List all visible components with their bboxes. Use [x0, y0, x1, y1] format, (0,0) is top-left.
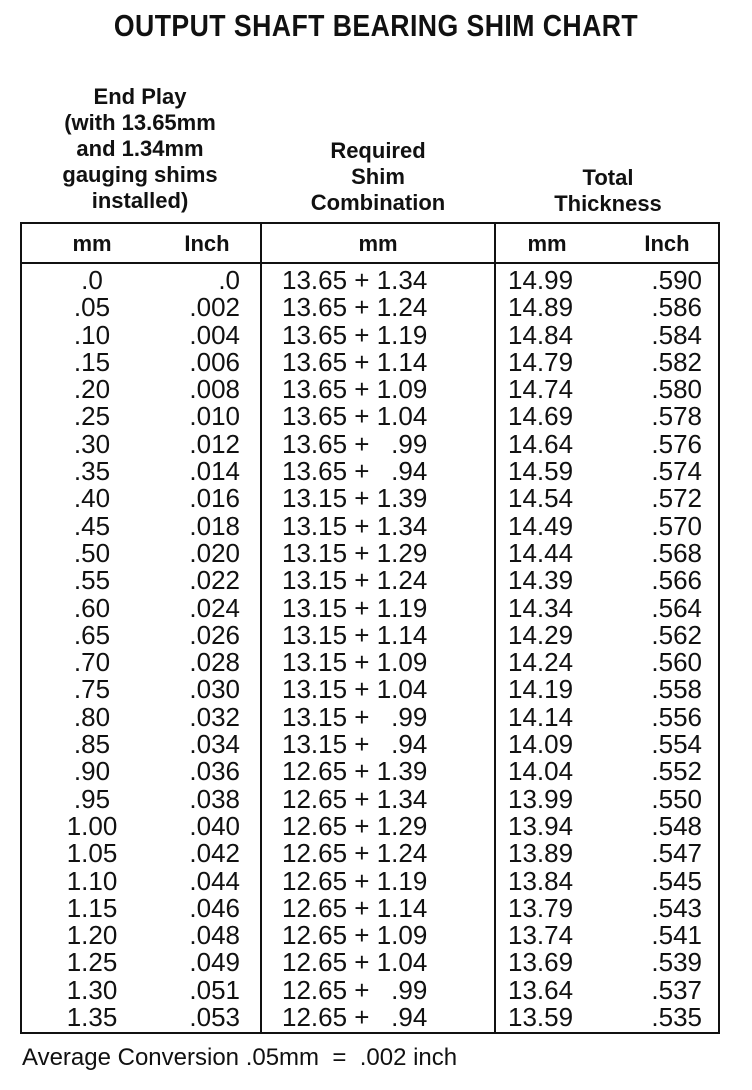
end-play-inch-cell: .032	[189, 701, 240, 732]
page-title: OUTPUT SHAFT BEARING SHIM CHART	[113, 8, 639, 43]
total-mm-cell: 13.84	[508, 865, 574, 896]
total-inch-cell: .539	[651, 947, 702, 978]
end-play-mm-cell: 1.25	[66, 947, 118, 978]
total-inch-cell: .543	[651, 892, 702, 923]
total-inch-cell: .556	[651, 701, 702, 732]
table-row	[22, 1004, 718, 1031]
table-row	[22, 567, 718, 594]
total-mm-cell: 13.64	[508, 974, 574, 1005]
end-play-inch-cell: .006	[189, 346, 240, 377]
shim-combination-cell: 12.65 + .94	[282, 1002, 428, 1033]
shim-combination-cell: 13.65 + 1.19	[282, 319, 428, 350]
total-mm-cell: 13.69	[508, 947, 574, 978]
shim-table	[20, 222, 720, 1034]
header-line: Shim	[351, 164, 405, 189]
total-mm-cell: 14.34	[508, 592, 574, 623]
end-play-inch-cell: .036	[189, 756, 240, 787]
table-row	[22, 783, 718, 814]
subheader-end-play-inch: Inch	[184, 231, 230, 256]
total-inch-cell: .566	[651, 565, 702, 596]
end-play-inch-cell: .046	[189, 892, 240, 923]
total-inch-cell: .578	[651, 401, 702, 432]
table-row	[22, 810, 718, 841]
total-mm-cell: 13.74	[508, 920, 574, 951]
end-play-inch-cell: .048	[189, 920, 240, 951]
end-play-inch-cell: .049	[189, 947, 240, 978]
end-play-inch-cell: .024	[189, 592, 240, 623]
total-inch-cell: .568	[651, 537, 702, 568]
shim-combination-cell: 13.15 + 1.29	[282, 537, 428, 568]
table-row	[22, 949, 718, 976]
end-play-mm-cell: .40	[73, 483, 111, 514]
table-row	[22, 731, 718, 758]
shim-combination-cell: 12.65 + .99	[282, 974, 428, 1005]
table-row	[22, 319, 718, 350]
table-row	[22, 403, 718, 430]
end-play-mm-cell: .30	[73, 428, 111, 459]
table-row	[22, 346, 718, 377]
end-play-mm-cell: .35	[73, 456, 111, 487]
header-required-shim	[262, 138, 494, 216]
shim-combination-cell: 13.15 + 1.09	[282, 647, 428, 678]
end-play-inch-cell: .010	[189, 401, 240, 432]
total-inch-cell: .552	[651, 756, 702, 787]
shim-combination-cell: 13.65 + 1.09	[282, 374, 428, 405]
end-play-mm-cell: .50	[73, 537, 111, 568]
end-play-inch-cell: .016	[189, 483, 240, 514]
end-play-inch-cell: .008	[189, 374, 240, 405]
total-inch-cell: .558	[651, 674, 702, 705]
total-mm-cell: 14.89	[508, 292, 574, 323]
table-row	[22, 485, 718, 512]
table-row	[22, 458, 718, 485]
end-play-mm-cell: 1.05	[66, 838, 118, 869]
total-mm-cell: 14.39	[508, 565, 574, 596]
shim-combination-cell: 12.65 + 1.29	[282, 810, 428, 841]
table-row	[22, 974, 718, 1005]
end-play-mm-cell: .0	[81, 265, 103, 295]
end-play-mm-cell: .05	[73, 292, 111, 323]
header-divider	[22, 262, 718, 264]
total-inch-cell: .541	[651, 920, 702, 951]
end-play-mm-cell: .90	[73, 756, 111, 787]
total-inch-cell: .547	[651, 838, 702, 869]
end-play-mm-cell: 1.30	[66, 974, 118, 1005]
shim-combination-cell: 13.65 + 1.24	[282, 292, 428, 323]
total-inch-cell: .582	[651, 346, 702, 377]
total-mm-cell: 14.04	[508, 756, 574, 787]
end-play-inch-cell: .018	[189, 510, 240, 541]
table-row	[22, 510, 718, 541]
table-row	[22, 676, 718, 703]
total-mm-cell: 14.84	[508, 319, 574, 350]
total-inch-cell: .554	[651, 729, 702, 760]
total-inch-cell: .574	[651, 456, 702, 487]
table-row	[22, 922, 718, 949]
header-total-thickness	[496, 165, 720, 217]
end-play-mm-cell: .45	[73, 510, 111, 541]
total-inch-cell: .580	[651, 374, 702, 405]
header-line: gauging shims	[62, 162, 218, 187]
header-line: End Play	[93, 84, 187, 109]
table-row	[22, 865, 718, 896]
shim-combination-cell: 13.15 + .99	[282, 701, 428, 732]
total-mm-cell: 14.29	[508, 619, 574, 650]
total-mm-cell: 14.69	[508, 401, 574, 432]
header-line: Combination	[310, 190, 446, 215]
table-row	[22, 294, 718, 321]
total-inch-cell: .584	[651, 319, 702, 350]
total-inch-cell: .564	[651, 592, 702, 623]
end-play-inch-cell: .040	[189, 810, 240, 841]
end-play-inch-cell: .044	[189, 865, 240, 896]
total-mm-cell: 14.99	[508, 265, 574, 295]
total-mm-cell: 14.74	[508, 374, 574, 405]
total-inch-cell: .576	[651, 428, 702, 459]
end-play-inch-cell: .051	[189, 974, 240, 1005]
total-mm-cell: 14.54	[508, 483, 574, 514]
end-play-mm-cell: 1.20	[66, 920, 118, 951]
end-play-inch-cell: .012	[189, 428, 240, 459]
end-play-inch-cell: .022	[189, 565, 240, 596]
total-mm-cell: 14.49	[508, 510, 574, 541]
end-play-mm-cell: .55	[73, 565, 111, 596]
table-row	[22, 428, 718, 459]
shim-combination-cell: 12.65 + 1.04	[282, 947, 428, 978]
total-inch-cell: .548	[651, 810, 702, 841]
end-play-mm-cell: .85	[73, 729, 111, 760]
end-play-inch-cell: .014	[189, 456, 240, 487]
shim-combination-cell: 13.15 + 1.39	[282, 483, 428, 514]
shim-combination-cell: 13.15 + 1.34	[282, 510, 428, 541]
subheader-total-mm: mm	[527, 231, 567, 256]
total-mm-cell: 14.14	[508, 701, 574, 732]
end-play-mm-cell: .75	[73, 674, 111, 705]
end-play-mm-cell: 1.15	[66, 892, 118, 923]
total-mm-cell: 13.59	[508, 1002, 574, 1033]
shim-combination-cell: 12.65 + 1.34	[282, 783, 428, 814]
total-mm-cell: 13.79	[508, 892, 574, 923]
end-play-mm-cell: .80	[73, 701, 111, 732]
table-row	[22, 376, 718, 403]
end-play-inch-cell: .034	[189, 729, 240, 760]
total-mm-cell: 14.44	[508, 537, 574, 568]
shim-combination-cell: 12.65 + 1.09	[282, 920, 428, 951]
subheader-end-play-mm: mm	[72, 231, 112, 256]
conversion-note: Average Conversion .05mm = .002 inch	[22, 1044, 458, 1071]
shim-combination-cell: 13.15 + .94	[282, 729, 428, 760]
table-row	[22, 840, 718, 867]
total-mm-cell: 13.99	[508, 783, 574, 814]
shim-combination-cell: 13.65 + 1.14	[282, 346, 428, 377]
shim-combination-cell: 13.65 + 1.04	[282, 401, 428, 432]
total-inch-cell: .586	[651, 292, 702, 323]
subheader-required-mm: mm	[358, 231, 398, 256]
header-line: and 1.34mm	[76, 136, 204, 161]
table-row	[22, 701, 718, 732]
end-play-mm-cell: 1.35	[66, 1002, 118, 1033]
end-play-inch-cell: .053	[189, 1002, 240, 1033]
total-inch-cell: .550	[651, 783, 702, 814]
shim-combination-cell: 12.65 + 1.39	[282, 756, 428, 787]
header-line: installed)	[91, 188, 189, 213]
table-row	[22, 267, 718, 294]
shim-combination-cell: 13.65 + .99	[282, 428, 428, 459]
total-inch-cell: .535	[651, 1002, 702, 1033]
total-mm-cell: 14.64	[508, 428, 574, 459]
table-row	[22, 649, 718, 676]
total-inch-cell: .560	[651, 647, 702, 678]
shim-combination-cell: 12.65 + 1.24	[282, 838, 428, 869]
total-mm-cell: 13.89	[508, 838, 574, 869]
end-play-inch-cell: .002	[189, 292, 240, 323]
shim-combination-cell: 13.15 + 1.04	[282, 674, 428, 705]
table-row	[22, 537, 718, 568]
shim-combination-cell: 13.15 + 1.19	[282, 592, 428, 623]
end-play-inch-cell: .030	[189, 674, 240, 705]
end-play-inch-cell: .038	[189, 783, 240, 814]
total-inch-cell: .570	[651, 510, 702, 541]
end-play-inch-cell: .026	[189, 619, 240, 650]
end-play-mm-cell: .95	[73, 783, 111, 814]
subheader-total-inch: Inch	[644, 231, 690, 256]
header-end-play	[20, 84, 260, 214]
table-body	[22, 267, 718, 1031]
shim-combination-cell: 12.65 + 1.14	[282, 892, 428, 923]
total-mm-cell: 13.94	[508, 810, 574, 841]
end-play-mm-cell: .15	[73, 346, 111, 377]
header-line: Thickness	[554, 191, 662, 216]
total-mm-cell: 14.24	[508, 647, 574, 678]
header-line: Total	[582, 165, 634, 190]
table-row	[22, 892, 718, 923]
end-play-mm-cell: .10	[73, 319, 111, 350]
total-mm-cell: 14.79	[508, 346, 574, 377]
shim-combination-cell: 13.65 + .94	[282, 456, 428, 487]
table-row	[22, 619, 718, 650]
shim-combination-cell: 13.15 + 1.24	[282, 565, 428, 596]
end-play-mm-cell: .70	[73, 647, 111, 678]
end-play-mm-cell: .60	[73, 592, 111, 623]
shim-combination-cell: 12.65 + 1.19	[282, 865, 428, 896]
end-play-inch-cell: .020	[189, 537, 240, 568]
total-inch-cell: .545	[651, 865, 702, 896]
end-play-mm-cell: 1.10	[66, 865, 118, 896]
end-play-mm-cell: .65	[73, 619, 111, 650]
total-inch-cell: .562	[651, 619, 702, 650]
shim-combination-cell: 13.15 + 1.14	[282, 619, 428, 650]
total-mm-cell: 14.09	[508, 729, 574, 760]
header-line: Required	[330, 138, 426, 163]
end-play-mm-cell: .25	[73, 401, 111, 432]
end-play-mm-cell: 1.00	[66, 810, 118, 841]
total-mm-cell: 14.59	[508, 456, 574, 487]
table-row	[22, 758, 718, 785]
total-inch-cell: .572	[651, 483, 702, 514]
shim-combination-cell: 13.65 + 1.34	[282, 265, 428, 295]
header-line: (with 13.65mm	[64, 110, 216, 135]
table-row	[22, 592, 718, 623]
end-play-inch-cell: .004	[189, 319, 240, 350]
end-play-inch-cell: .0	[218, 265, 240, 295]
total-inch-cell: .590	[651, 265, 702, 295]
total-inch-cell: .537	[651, 974, 702, 1005]
end-play-mm-cell: .20	[73, 374, 111, 405]
total-mm-cell: 14.19	[508, 674, 574, 705]
end-play-inch-cell: .042	[189, 838, 240, 869]
end-play-inch-cell: .028	[189, 647, 240, 678]
